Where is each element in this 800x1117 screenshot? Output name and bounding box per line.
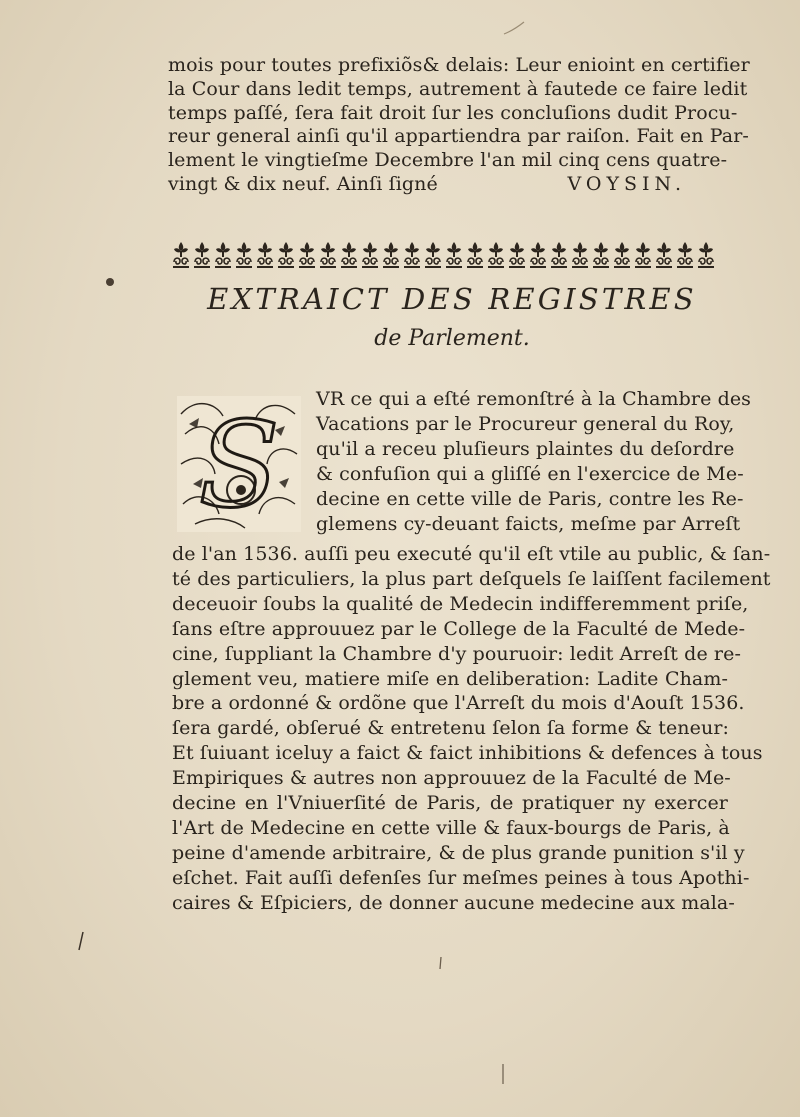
ink-mark <box>436 955 446 971</box>
ink-spot <box>104 276 116 288</box>
intro-line: reur general ainſi qu'il appartiendra par raiſon. Fait en Par- <box>168 125 749 148</box>
body-line: caires & Eſpiciers, de donner aucune medecine aux mala- <box>172 891 735 914</box>
margin-mark <box>76 930 86 952</box>
section-title: EXTRAICT DES REGISTRES <box>207 282 697 316</box>
body-line: decine en l'Vniuerſité de Paris, de pratiquer ny exercer <box>172 792 728 815</box>
closing-line <box>168 173 724 197</box>
closing-text: vingt & dix neuf. Ainſi ſigné <box>168 172 438 195</box>
body-line: Et ſuiuant iceluy a faict & faict inhibitions & defences à tous <box>172 742 763 765</box>
intro-line: mois pour toutes prefixiõs& delais: Leur enioint en certifier <box>168 54 750 76</box>
body-line: & confuſion qui a gliſſé en l'exercice de Me- <box>316 462 744 485</box>
body-line: bre a ordonné & ordõne que l'Arreſt du mois d'Aouſt 1536. <box>172 692 745 715</box>
indented-paragraph <box>316 387 752 536</box>
body-line: glement veu, matiere miſe en deliberation: Ladite Cham- <box>172 667 728 690</box>
section-subtitle: de Parlement. <box>374 326 530 351</box>
body-line: ſans eſtre approuuez par le College de la Faculté de Mede- <box>172 617 746 640</box>
body-line: deceuoir ſoubs la qualité de Medecin indifferemment priſe, <box>172 592 749 615</box>
ink-mark <box>500 18 530 38</box>
fleuron-border <box>172 238 732 272</box>
body-line: ſera gardé, obſerué & entretenu ſelon ſa forme & teneur: <box>172 717 730 740</box>
body-line: té des particuliers, la plus part deſquels ſe laiſſent facilement <box>172 567 771 590</box>
body-line: cine, ſuppliant la Chambre d'y pouruoir: ledit Arreſt de re- <box>172 642 741 665</box>
intro-line: temps paſſé, ſera fait droit ſur les concluſions dudit Procu- <box>168 101 738 124</box>
body-line: glemens cy-deuant faicts, meſme par Arreſt <box>316 512 741 535</box>
body-line: decine en cette ville de Paris, contre les Re- <box>316 487 744 510</box>
intro-paragraph <box>168 54 750 197</box>
body-line: de l'an 1536. auſſi peu executé qu'il eſt vtile au public, & ſan- <box>172 543 771 565</box>
body-line: Empiriques & autres non approuuez de la Faculté de Me- <box>172 767 731 790</box>
ink-mark <box>498 1062 508 1086</box>
intro-line: la Cour dans ledit temps, autrement à fautede ce faire ledit <box>168 77 748 100</box>
body-line: qu'il a receu pluſieurs plaintes du deſordre <box>316 437 735 460</box>
body-line: l'Art de Medecine en cette ville & faux-bourgs de Paris, à <box>172 816 730 839</box>
decorated-initial <box>175 394 303 534</box>
intro-line: lement le vingtieſme Decembre l'an mil cinq cens quatre- <box>168 149 728 172</box>
main-paragraph <box>172 542 771 916</box>
body-line: peine d'amende arbitraire, & de plus grande punition s'il y <box>172 841 745 864</box>
body-line: Vacations par le Procureur general du Roy, <box>316 412 735 435</box>
body-line: VR ce qui a eſté remonſtré à la Chambre des <box>316 388 752 410</box>
signature: VOYSIN. <box>567 172 686 195</box>
body-line: eſchet. Fait auſſi defenſes ſur meſmes peines à tous Apothi- <box>172 866 750 889</box>
initial-letter: S <box>198 396 280 534</box>
